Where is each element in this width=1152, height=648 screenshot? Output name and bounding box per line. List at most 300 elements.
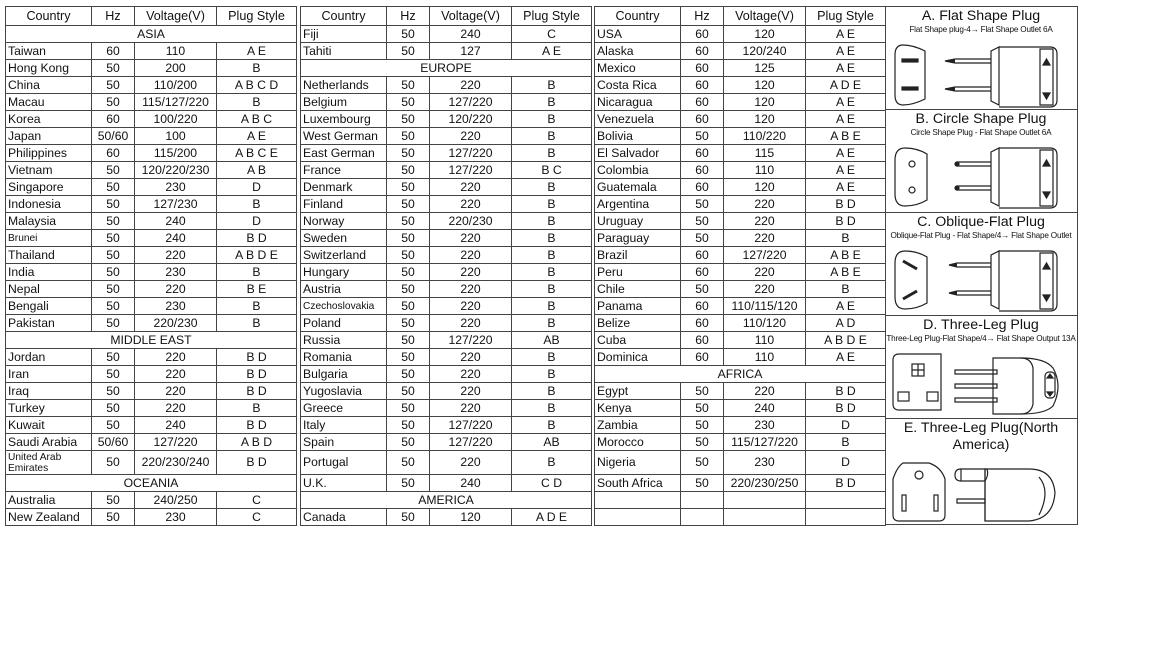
country-row — [6, 451, 297, 475]
country-row — [6, 230, 297, 247]
voltage-value: 120 — [724, 111, 806, 128]
country-name: Nepal — [6, 281, 92, 298]
plug-style-value: C D — [512, 475, 592, 492]
country-row — [595, 128, 886, 145]
country-row — [595, 230, 886, 247]
hz-value: 60 — [681, 315, 724, 332]
plug-style-value: B — [217, 60, 297, 77]
country-name: Guatemala — [595, 179, 681, 196]
country-row — [6, 196, 297, 213]
country-name: Philippines — [6, 145, 92, 162]
voltage-value: 220 — [430, 383, 512, 400]
plug-subtitle: Flat Shape plug-4→ Flat Shape Outlet 6A — [909, 25, 1053, 34]
plug-style-value: B — [217, 264, 297, 281]
hz-value: 50 — [387, 383, 430, 400]
country-name: Alaska — [595, 43, 681, 60]
country-name: Russia — [301, 332, 387, 349]
country-name: Egypt — [595, 383, 681, 400]
voltage-value: 115/200 — [135, 145, 217, 162]
voltage-value: 240 — [135, 230, 217, 247]
plug-style-value: B — [217, 196, 297, 213]
hz-value: 50 — [92, 264, 135, 281]
country-name: Cuba — [595, 332, 681, 349]
plug-style-value: B D — [217, 366, 297, 383]
plug-style-value: A B D — [217, 434, 297, 451]
voltage-value: 120 — [724, 26, 806, 43]
hz-value: 50 — [92, 213, 135, 230]
plug-style-value: B — [512, 349, 592, 366]
country-row — [301, 475, 592, 492]
plug-style-value: D — [217, 213, 297, 230]
country-row — [595, 281, 886, 298]
hz-value: 50 — [681, 417, 724, 434]
voltage-value: 220 — [430, 281, 512, 298]
country-name: Tahiti — [301, 43, 387, 60]
country-name: Greece — [301, 400, 387, 417]
plug-panel-a — [885, 7, 1077, 110]
country-name: Chile — [595, 281, 681, 298]
voltage-value: 230 — [135, 509, 217, 526]
region-heading: AFRICA — [595, 366, 886, 383]
country-name: Malaysia — [6, 213, 92, 230]
country-name: Poland — [301, 315, 387, 332]
country-name: Hong Kong — [6, 60, 92, 77]
country-name: Venezuela — [595, 111, 681, 128]
country-name: Kuwait — [6, 417, 92, 434]
plug-style-value: A D E — [806, 77, 886, 94]
country-name: Peru — [595, 264, 681, 281]
hz-value: 50 — [387, 451, 430, 475]
voltage-value: 220/230/240 — [135, 451, 217, 475]
country-table-left — [5, 6, 297, 526]
country-row — [6, 298, 297, 315]
hz-value: 50 — [681, 451, 724, 475]
circle-plug-icon — [885, 142, 1077, 212]
plug-style-value: A E — [806, 145, 886, 162]
country-name: Brunei — [6, 230, 92, 247]
plug-style-value: A E — [806, 162, 886, 179]
country-name: Singapore — [6, 179, 92, 196]
voltage-value: 220 — [430, 400, 512, 417]
country-name: Hungary — [301, 264, 387, 281]
plug-style-value: A E — [806, 111, 886, 128]
plug-style-value: B — [806, 434, 886, 451]
country-name: Korea — [6, 111, 92, 128]
hz-value: 50 — [387, 111, 430, 128]
country-row — [6, 281, 297, 298]
hz-value: 50 — [681, 213, 724, 230]
region-row — [6, 26, 297, 43]
country-row — [595, 400, 886, 417]
country-name: West German — [301, 128, 387, 145]
hz-value: 50 — [92, 247, 135, 264]
hz-value: 50 — [92, 492, 135, 509]
voltage-value: 230 — [135, 298, 217, 315]
country-name: Panama — [595, 298, 681, 315]
voltage-value: 127/220 — [430, 417, 512, 434]
country-row — [6, 417, 297, 434]
plug-style-value: A B C D — [217, 77, 297, 94]
hz-value: 50 — [92, 451, 135, 475]
plug-style-value: B — [512, 298, 592, 315]
plug-style-value: A D E — [512, 509, 592, 526]
country-row — [595, 298, 886, 315]
country-row — [6, 77, 297, 94]
country-row — [595, 332, 886, 349]
plug-style-value: A B C E — [217, 145, 297, 162]
voltage-value: 220 — [135, 349, 217, 366]
country-name: Iraq — [6, 383, 92, 400]
region-row — [6, 332, 297, 349]
country-name: Iran — [6, 366, 92, 383]
country-row — [301, 349, 592, 366]
hz-value: 50/60 — [92, 434, 135, 451]
plug-style-header: Plug Style — [512, 7, 592, 26]
hz-value: 60 — [92, 111, 135, 128]
voltage-value: 110/200 — [135, 77, 217, 94]
voltage-value: 230 — [135, 179, 217, 196]
region-heading: ASIA — [6, 26, 297, 43]
hz-value: 50 — [681, 128, 724, 145]
country-name: USA — [595, 26, 681, 43]
voltage-value: 110 — [724, 349, 806, 366]
hz-value: 50 — [387, 475, 430, 492]
hz-value: 50 — [387, 145, 430, 162]
voltage-value: 127/220 — [430, 145, 512, 162]
plug-style-value: B — [512, 128, 592, 145]
plug-style-value: A E — [806, 43, 886, 60]
country-name: Paraguay — [595, 230, 681, 247]
country-name: Brazil — [595, 247, 681, 264]
plug-style-value: B D — [217, 383, 297, 400]
plug-style-value: A E — [217, 43, 297, 60]
country-row — [6, 128, 297, 145]
voltage-value: 110 — [724, 162, 806, 179]
country-row — [301, 417, 592, 434]
hz-value: 60 — [681, 247, 724, 264]
hz-value: 50 — [387, 128, 430, 145]
country-name: U.K. — [301, 475, 387, 492]
country-name: Jordan — [6, 349, 92, 366]
voltage-value: 110/120 — [724, 315, 806, 332]
hz-value: 60 — [681, 26, 724, 43]
country-row — [6, 43, 297, 60]
country-name: Indonesia — [6, 196, 92, 213]
hz-value: 50 — [387, 298, 430, 315]
country-name: Dominica — [595, 349, 681, 366]
country-table-middle — [300, 6, 592, 526]
voltage-value: 110/220 — [724, 128, 806, 145]
country-name: Argentina — [595, 196, 681, 213]
plug-style-value: A B D E — [806, 332, 886, 349]
country-row — [6, 94, 297, 111]
hz-value: 50 — [387, 77, 430, 94]
plug-style-value: B — [512, 196, 592, 213]
country-name: Colombia — [595, 162, 681, 179]
plug-style-value: B D — [217, 417, 297, 434]
country-row — [595, 264, 886, 281]
hz-value: 60 — [681, 162, 724, 179]
plug-style-value: D — [806, 451, 886, 475]
country-row — [301, 179, 592, 196]
country-name — [595, 509, 681, 526]
country-row — [301, 366, 592, 383]
hz-value: 60 — [92, 145, 135, 162]
voltage-value: 220 — [430, 230, 512, 247]
hz-value: 60 — [681, 332, 724, 349]
country-name: Nicaragua — [595, 94, 681, 111]
plug-style-value: B — [512, 213, 592, 230]
voltage-value: 240 — [430, 475, 512, 492]
country-name: Denmark — [301, 179, 387, 196]
voltage-value: 220 — [135, 400, 217, 417]
voltage-value — [724, 509, 806, 526]
voltage-value: 220 — [430, 128, 512, 145]
country-name: China — [6, 77, 92, 94]
voltage-value: 240/250 — [135, 492, 217, 509]
hz-value: 50 — [92, 298, 135, 315]
hz-value — [681, 509, 724, 526]
country-name: India — [6, 264, 92, 281]
voltage-header: Voltage(V) — [430, 7, 512, 26]
hz-value: 50 — [387, 281, 430, 298]
plug-style-value: C — [217, 492, 297, 509]
hz-value: 50 — [681, 196, 724, 213]
plug-style-value: B D — [806, 196, 886, 213]
voltage-value: 120/240 — [724, 43, 806, 60]
plug-panel-b — [885, 110, 1077, 213]
region-heading: MIDDLE EAST — [6, 332, 297, 349]
country-name: El Salvador — [595, 145, 681, 162]
plug-style-value: B D — [806, 213, 886, 230]
plug-style-value: C — [217, 509, 297, 526]
hz-value: 50 — [92, 349, 135, 366]
country-name: Bulgaria — [301, 366, 387, 383]
plug-style-value: B — [512, 400, 592, 417]
hz-header: Hz — [387, 7, 430, 26]
country-row — [6, 60, 297, 77]
voltage-value: 220 — [724, 213, 806, 230]
hz-value: 50 — [92, 60, 135, 77]
country-row — [301, 383, 592, 400]
hz-value: 50 — [92, 366, 135, 383]
country-row — [6, 509, 297, 526]
country-row — [595, 349, 886, 366]
hz-value: 50 — [681, 230, 724, 247]
region-row — [301, 60, 592, 77]
plug-style-value: A E — [806, 298, 886, 315]
voltage-value: 220 — [135, 281, 217, 298]
country-name: Fiji — [301, 26, 387, 43]
plug-style-value: B — [512, 247, 592, 264]
hz-value: 50 — [92, 196, 135, 213]
country-row — [6, 179, 297, 196]
plug-style-value: B — [217, 400, 297, 417]
voltage-value: 125 — [724, 60, 806, 77]
plug-style-value: A B E — [806, 128, 886, 145]
country-row — [595, 60, 886, 77]
plug-style-value: B — [217, 94, 297, 111]
country-row — [301, 77, 592, 94]
voltage-value: 220 — [430, 247, 512, 264]
country-table-right — [594, 6, 886, 526]
hz-value: 50 — [681, 434, 724, 451]
country-name: Belgium — [301, 94, 387, 111]
plug-style-value: A E — [806, 60, 886, 77]
plug-style-value: D — [217, 179, 297, 196]
voltage-value: 230 — [724, 451, 806, 475]
voltage-value: 230 — [135, 264, 217, 281]
plug-style-value: A E — [806, 179, 886, 196]
voltage-value: 100 — [135, 128, 217, 145]
plug-style-value — [806, 492, 886, 509]
voltage-value: 127/230 — [135, 196, 217, 213]
plug-panel-c — [885, 213, 1077, 316]
country-name: Costa Rica — [595, 77, 681, 94]
hz-value: 50 — [92, 383, 135, 400]
country-row — [595, 111, 886, 128]
plug-style-value: B — [512, 281, 592, 298]
voltage-value: 127/220 — [135, 434, 217, 451]
hz-value: 50 — [92, 94, 135, 111]
hz-value: 50 — [387, 417, 430, 434]
country-row — [595, 179, 886, 196]
country-row — [301, 230, 592, 247]
voltage-value — [724, 492, 806, 509]
country-name: Saudi Arabia — [6, 434, 92, 451]
plug-style-value: B D — [806, 400, 886, 417]
plug-style-value: A B E — [806, 264, 886, 281]
voltage-value: 220 — [135, 366, 217, 383]
voltage-value: 220/230 — [430, 213, 512, 230]
voltage-value: 110/115/120 — [724, 298, 806, 315]
country-row — [595, 26, 886, 43]
voltage-value: 127/220 — [430, 434, 512, 451]
plug-style-value: B — [512, 77, 592, 94]
country-row — [301, 162, 592, 179]
country-row — [595, 475, 886, 492]
hz-value: 50 — [387, 349, 430, 366]
plug-style-value: B — [512, 230, 592, 247]
plug-style-value: B E — [217, 281, 297, 298]
hz-value: 50 — [387, 26, 430, 43]
country-row — [6, 111, 297, 128]
country-row — [6, 383, 297, 400]
country-row — [595, 213, 886, 230]
voltage-header: Voltage(V) — [135, 7, 217, 26]
voltage-value: 220/230/250 — [724, 475, 806, 492]
voltage-header: Voltage(V) — [724, 7, 806, 26]
plug-panel-d — [885, 316, 1077, 419]
plug-style-value: B D — [806, 475, 886, 492]
country-name: Thailand — [6, 247, 92, 264]
voltage-value: 220 — [430, 298, 512, 315]
country-name: Australia — [6, 492, 92, 509]
plug-style-header: Plug Style — [217, 7, 297, 26]
plug-style-value: AB — [512, 332, 592, 349]
hz-value: 50 — [387, 213, 430, 230]
voltage-value: 220 — [430, 451, 512, 475]
voltage-value: 120/220 — [430, 111, 512, 128]
hz-value: 60 — [681, 60, 724, 77]
hz-value: 50 — [387, 162, 430, 179]
hz-value: 50 — [387, 366, 430, 383]
country-name: Spain — [301, 434, 387, 451]
header-row — [595, 7, 886, 26]
plug-style-value: B — [512, 315, 592, 332]
hz-value: 50 — [92, 162, 135, 179]
region-heading: OCEANIA — [6, 475, 297, 492]
country-row — [301, 298, 592, 315]
hz-value: 50 — [92, 417, 135, 434]
country-row — [6, 162, 297, 179]
country-row — [301, 315, 592, 332]
country-row — [301, 145, 592, 162]
voltage-value: 240 — [135, 213, 217, 230]
voltage-value: 220 — [430, 77, 512, 94]
hz-value: 50 — [92, 509, 135, 526]
country-name: Kenya — [595, 400, 681, 417]
hz-value: 50 — [387, 315, 430, 332]
hz-value: 50 — [387, 509, 430, 526]
voltage-value: 220 — [135, 383, 217, 400]
country-row — [595, 509, 886, 526]
country-row — [595, 434, 886, 451]
region-row — [301, 492, 592, 509]
voltage-value: 127/220 — [430, 332, 512, 349]
country-name: United Arab Emirates — [6, 451, 92, 475]
country-row — [595, 196, 886, 213]
country-header: Country — [595, 7, 681, 26]
plug-style-value: B C — [512, 162, 592, 179]
plug-style-value: B — [512, 451, 592, 475]
country-header: Country — [301, 7, 387, 26]
country-name: East German — [301, 145, 387, 162]
voltage-value: 120 — [724, 179, 806, 196]
flat-plug-icon — [885, 39, 1077, 109]
plug-style-value: B — [217, 298, 297, 315]
voltage-value: 220 — [430, 196, 512, 213]
hz-value: 50 — [387, 43, 430, 60]
country-name: Portugal — [301, 451, 387, 475]
plug-style-value: B — [512, 264, 592, 281]
voltage-value: 110 — [135, 43, 217, 60]
country-row — [595, 417, 886, 434]
plug-style-header: Plug Style — [806, 7, 886, 26]
voltage-value: 200 — [135, 60, 217, 77]
country-row — [301, 128, 592, 145]
voltage-value: 127/220 — [430, 94, 512, 111]
country-row — [595, 145, 886, 162]
hz-value: 50 — [387, 434, 430, 451]
plug-style-value: B — [217, 315, 297, 332]
three-leg-plug-icon — [885, 348, 1077, 418]
plug-style-value: B — [512, 111, 592, 128]
plug-style-value: A E — [806, 26, 886, 43]
country-row — [6, 264, 297, 281]
hz-value: 50 — [92, 315, 135, 332]
hz-value: 60 — [681, 43, 724, 60]
hz-value — [681, 492, 724, 509]
country-name: Zambia — [595, 417, 681, 434]
hz-value: 50 — [387, 94, 430, 111]
voltage-value: 220 — [430, 349, 512, 366]
country-row — [595, 383, 886, 400]
plug-style-value: B — [512, 145, 592, 162]
country-row — [6, 492, 297, 509]
country-name: Mexico — [595, 60, 681, 77]
hz-value: 50 — [681, 400, 724, 417]
